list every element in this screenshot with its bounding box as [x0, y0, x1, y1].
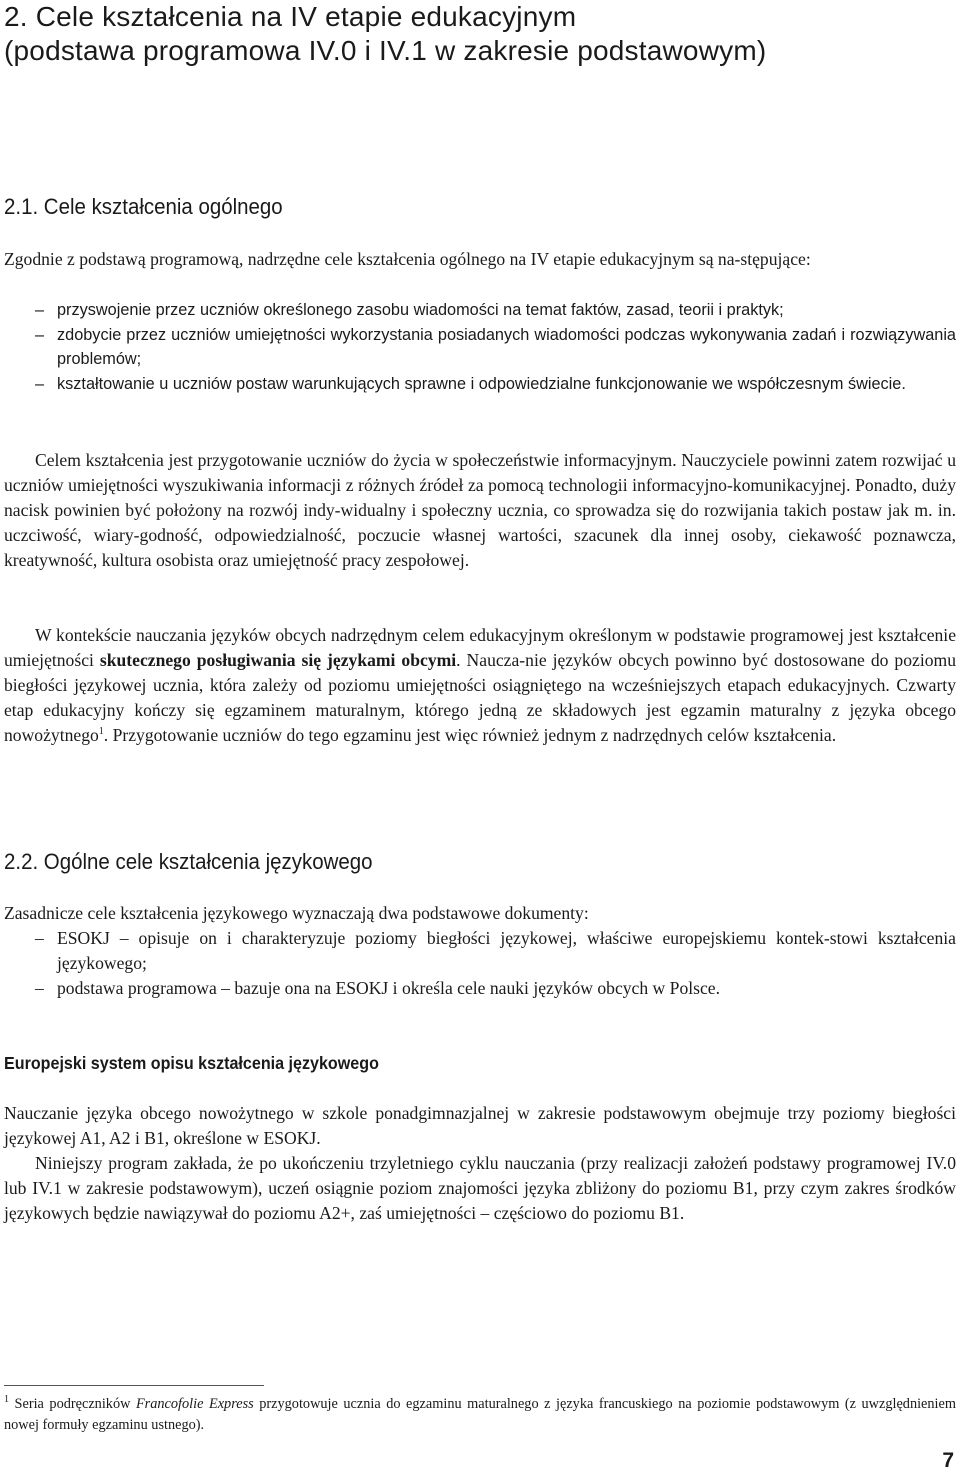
section-2-2-intro: Zasadnicze cele kształcenia językowego wyznaczają dwa podstawowe dokumenty:: [4, 903, 589, 923]
esokj-paragraph-1: Nauczanie języka obcego nowożytnego w szkole ponadgimnazjalnej w zakresie podstawowym obejmuje trzy poziomy biegłości językowej A1, A2 i B1, określone w ESOKJ.: [4, 1103, 956, 1148]
dash-bullet: –: [35, 928, 44, 948]
list-item: [4, 298, 956, 323]
chapter-heading-line-1: 2. Cele kształcenia na IV etapie edukacyjnym: [4, 1, 577, 32]
list-item-text: podstawa programowa – bazuje ona na ESOKJ i określa cele nauki języków obcych w Polsce.: [57, 978, 720, 998]
subsection-heading-esokj: Europejski system opisu kształcenia językowego: [4, 1053, 379, 1073]
list-item-text: przyswojenie przez uczniów określonego zasobu wiadomości na temat faktów, zasad, teorii i praktyk;: [57, 301, 784, 319]
list-item: [4, 372, 956, 397]
list-item: [4, 323, 956, 372]
list-item-text: ESOKJ – opisuje on i charakteryzuje poziomy biegłości językowej, właściwe europejskiemu kontek-stowi kształcenia językowego;: [57, 928, 956, 973]
list-item-text: kształtowanie u uczniów postaw warunkujących sprawne i odpowiedzialne funkcjonowanie we współczesnym świecie.: [57, 374, 906, 393]
page-number: 7: [942, 1449, 954, 1472]
chapter-heading-line-2: (podstawa programowa IV.0 i IV.1 w zakresie podstawowym): [4, 35, 767, 66]
dash-bullet: –: [35, 301, 45, 319]
esokj-paragraph-2: Niniejszy program zakłada, że po ukończeniu trzyletniego cyklu nauczania (przy realizacji założeń podstawy programowej IV.0 lub IV.1 w zakresie podstawowym), uczeń osiągnie poziom znajomości języka zbliżony do poziomu B1, przy czym zakres środków językowych będzie nawiązywał do poziomu A2+, zaś umiejętności – częściowo do poziomu B1.: [4, 1153, 956, 1223]
list-item-text: zdobycie przez uczniów umiejętności wykorzystania posiadanych wiadomości podczas wykonywania zadań i rozwiązywania problemów;: [57, 325, 956, 368]
dash-bullet: –: [35, 374, 45, 393]
para3-text-middle: . Naucza-nie języków obcych powinno być dostosowane do poziomu biegłości językowej ucznia, która zależy od poziomu umiejętności osiągniętego na wcześniejszych etapach edukacyjnych. Czwarty etap edukacyjny kończy się egzaminem maturalnym, którego jedną ze składowych jest egzamin maturalny z języka obcego nowożytnego: [4, 650, 956, 745]
section-2-1-paragraph-2: Celem kształcenia jest przygotowanie uczniów do życia w społeczeństwie informacyjnym. Nauczyciele powinni zatem rozwijać u uczniów umiejętności wyszukiwania informacji z różnych źródeł za pomocą technologii informacyjno-komunikacyjnej. Ponadto, duży nacisk powinien być położony na rozwój indy-widualny i społeczny ucznia, co sprowadza się do rozwijania takich postaw jak m. in. uczciwość, wiary-godność, odpowiedzialność, poczucie własnej wartości, szacunek dla innej osoby, ciekawość poznawcza, kreatywność, kultura osobista oraz umiejętność pracy zespołowej.: [4, 450, 956, 570]
footnote: [4, 1394, 956, 1436]
footnote-separator: [4, 1385, 264, 1386]
footnote-reference[interactable]: 1: [98, 726, 104, 738]
footnote-text-start: Seria podręczników: [9, 1396, 136, 1412]
para3-bold-phrase: skutecznego posługiwania się językami obcymi: [99, 650, 457, 670]
list-item: [4, 926, 956, 976]
dash-bullet: –: [35, 325, 45, 344]
footnote-book-title: Francofolie Express: [135, 1396, 254, 1412]
section-heading-2-2: 2.2. Ogólne cele kształcenia językowego: [4, 849, 373, 874]
chapter-heading: [4, 0, 934, 68]
para3-text-start: W kontekście nauczania języków obcych nadrzędnym celem edukacyjnym określonym w podstawie programowej jest kształcenie umiejętności: [4, 625, 956, 670]
documents-list: [4, 926, 956, 1001]
footnote-number: 1: [4, 1394, 9, 1406]
general-goals-list: [4, 298, 956, 396]
section-2-1-intro: Zgodnie z podstawą programową, nadrzędne cele kształcenia ogólnego na IV etapie edukacyjnym są na-stępujące:: [4, 249, 811, 269]
list-item: [4, 976, 956, 1001]
dash-bullet: –: [35, 978, 44, 998]
section-heading-2-1: 2.1. Cele kształcenia ogólnego: [4, 194, 283, 219]
para3-text-end: . Przygotowanie uczniów do tego egzaminu jest więc również jednym z nadrzędnych celów kształcenia.: [103, 725, 837, 745]
section-2-1-paragraph-3: [4, 623, 956, 748]
footnote-text-end: przygotowuje ucznia do egzaminu maturalnego z języka francuskiego na poziomie podstawowym (z uwzględnieniem nowej formuły egzaminu ustnego).: [4, 1396, 956, 1433]
